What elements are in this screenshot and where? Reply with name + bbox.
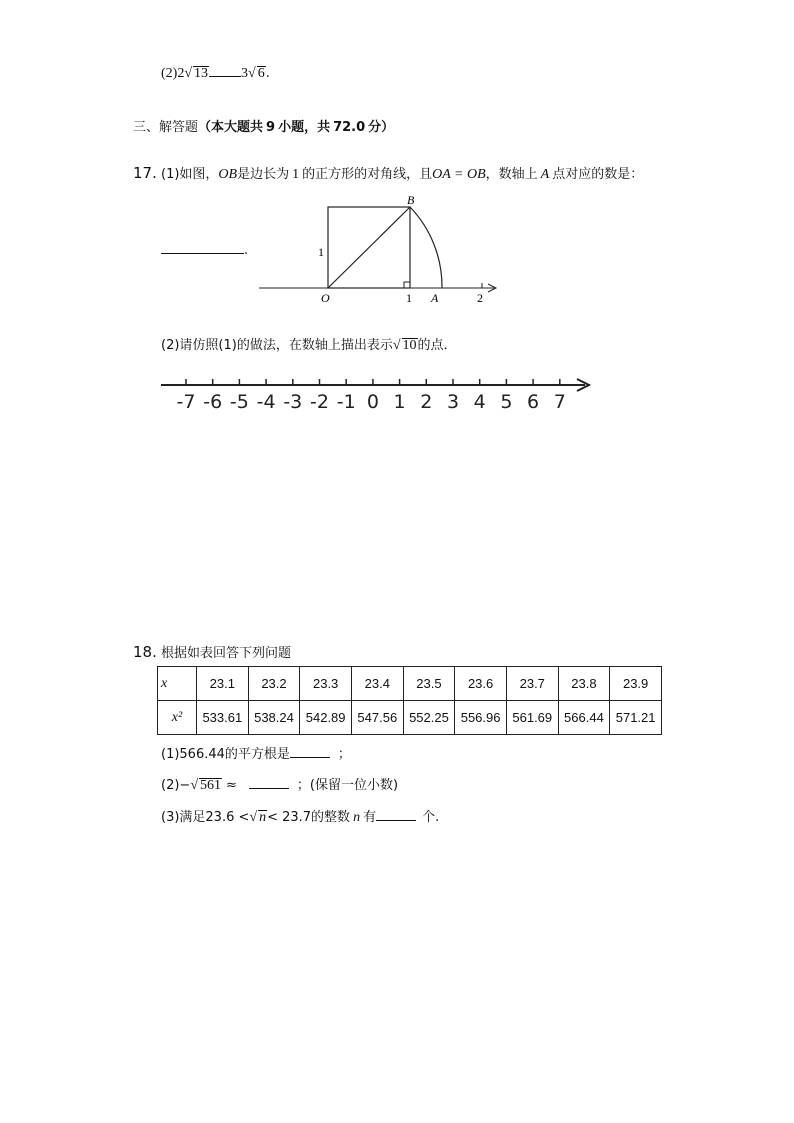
q16-end: .	[265, 66, 270, 81]
q17-ob: OB	[218, 167, 238, 182]
number-line-label: 4	[473, 391, 486, 413]
label-a: A	[431, 291, 439, 305]
table-cell: 571.21	[610, 701, 662, 735]
q16-radicand-1: 13	[194, 66, 209, 81]
table-row	[158, 667, 662, 701]
number-line	[155, 370, 595, 414]
number-line-label: 6	[527, 391, 540, 413]
answer-blank[interactable]	[290, 757, 330, 758]
q17-answer-end: .	[244, 243, 249, 258]
q18-number: 18.	[133, 643, 157, 661]
q17-one: 1	[292, 167, 300, 182]
label-b: B	[407, 193, 415, 207]
q16-text: (2)2	[161, 66, 185, 81]
number-line-label: 2	[420, 391, 433, 413]
q17-text: 的正方形的对角线，且	[302, 167, 433, 182]
q18-approx: ≈	[226, 778, 237, 793]
answer-blank[interactable]	[376, 820, 416, 821]
table-row-label: x	[158, 667, 197, 701]
number-line-label: 0	[366, 391, 379, 413]
q17-number: 17.	[133, 164, 157, 182]
radical-sign: √	[392, 338, 401, 353]
q18-text: (1)566.44的平方根是	[161, 747, 290, 762]
right-angle-mark	[404, 282, 410, 288]
q17-figure	[255, 190, 505, 308]
table-cell: 538.24	[248, 701, 300, 735]
q18-sub3	[161, 806, 439, 826]
q16-part2	[161, 66, 270, 82]
q18-radicand: 561	[200, 778, 221, 793]
q17-text: 是边长为	[237, 167, 290, 182]
section-title: 三、解答题	[133, 120, 199, 135]
diagonal-ob	[328, 207, 410, 288]
q18-text: ；(保留一位小数)	[296, 778, 399, 793]
q18-text: ；	[337, 747, 351, 762]
label-tick-1: 1	[406, 291, 412, 305]
q18-text: 个.	[422, 810, 440, 825]
q17-text: 的点．	[417, 338, 457, 353]
q17-equation: OA = OB	[432, 167, 486, 182]
answer-blank[interactable]	[249, 788, 289, 789]
table-cell: 533.61	[197, 701, 249, 735]
q18-radicand-n: n	[259, 810, 267, 825]
label-o: O	[321, 291, 330, 305]
section-score: 72.0	[333, 120, 366, 135]
section-note-prefix: （本大题共	[198, 120, 264, 135]
table-cell: 23.9	[610, 667, 662, 701]
q17-point-a: A	[540, 167, 550, 182]
table-cell: 23.2	[248, 667, 300, 701]
table-cell: 547.56	[351, 701, 403, 735]
table-cell: 556.96	[455, 701, 507, 735]
q18-text: < 23.7的整数	[267, 810, 351, 825]
table-row-label: x²	[158, 701, 197, 735]
number-line-label: -3	[283, 391, 303, 413]
table-cell: 561.69	[506, 701, 558, 735]
table-cell: 23.8	[558, 667, 610, 701]
number-line-label: -1	[336, 391, 356, 413]
q17-part1-text	[161, 163, 643, 183]
table-cell: 23.6	[455, 667, 507, 701]
label-side-1: 1	[318, 245, 324, 259]
table-cell: 23.3	[300, 667, 352, 701]
number-line-label: 1	[393, 391, 406, 413]
table-cell: 552.25	[403, 701, 455, 735]
x-square-table	[157, 666, 662, 735]
table-cell: 23.1	[197, 667, 249, 701]
q16-radicand-2: 6	[257, 66, 265, 81]
q16-coefficient: 3	[241, 66, 249, 81]
q17-text: (2)请仿照(1)的做法，在数轴上描出表示	[161, 338, 393, 353]
table-cell: 566.44	[558, 701, 610, 735]
answer-blank[interactable]	[161, 253, 244, 254]
q17-answer-line	[161, 243, 248, 258]
section-note-mid: 小题，共	[278, 120, 331, 135]
table-cell: 23.5	[403, 667, 455, 701]
number-line-label: -5	[229, 391, 249, 413]
radical-sign: √	[184, 66, 193, 81]
number-line-label: 3	[446, 391, 460, 413]
arc-b-to-a	[410, 207, 442, 288]
q18-sub2	[161, 774, 398, 794]
section-count: 9	[266, 120, 276, 135]
q18-text: (3)满足23.6 <	[161, 810, 250, 825]
number-line-label: -2	[310, 391, 329, 413]
table-cell: 23.7	[506, 667, 558, 701]
number-line-label: 5	[500, 391, 513, 413]
answer-blank[interactable]	[209, 76, 241, 77]
number-line-label: -7	[176, 391, 196, 413]
section-note-suffix: 分）	[368, 120, 395, 135]
number-line-label: -6	[203, 391, 223, 413]
table-cell: 542.89	[300, 701, 352, 735]
radical-sign: √	[249, 810, 258, 825]
table-cell: 23.4	[351, 667, 403, 701]
q18-text: 有	[363, 810, 377, 825]
q18-var-n: n	[353, 810, 361, 825]
table-row	[158, 701, 662, 735]
q17-part2-text	[161, 334, 457, 354]
radical-sign: √	[248, 66, 256, 81]
radical-sign: √	[190, 778, 198, 793]
q18-title: 根据如表回答下列问题	[161, 646, 292, 661]
q18-text: (2)−	[161, 778, 191, 793]
q18-sub1	[161, 743, 351, 762]
q17-text: 点对应的数是：	[552, 167, 644, 182]
label-tick-2: 2	[477, 291, 483, 305]
section-heading	[133, 116, 394, 135]
q17-radicand: 10	[402, 338, 417, 353]
number-line-label: 7	[553, 391, 566, 413]
number-line-label: -4	[256, 391, 276, 413]
q17-text: ，数轴上	[485, 167, 538, 182]
q17-text: (1)如图，	[161, 167, 219, 182]
